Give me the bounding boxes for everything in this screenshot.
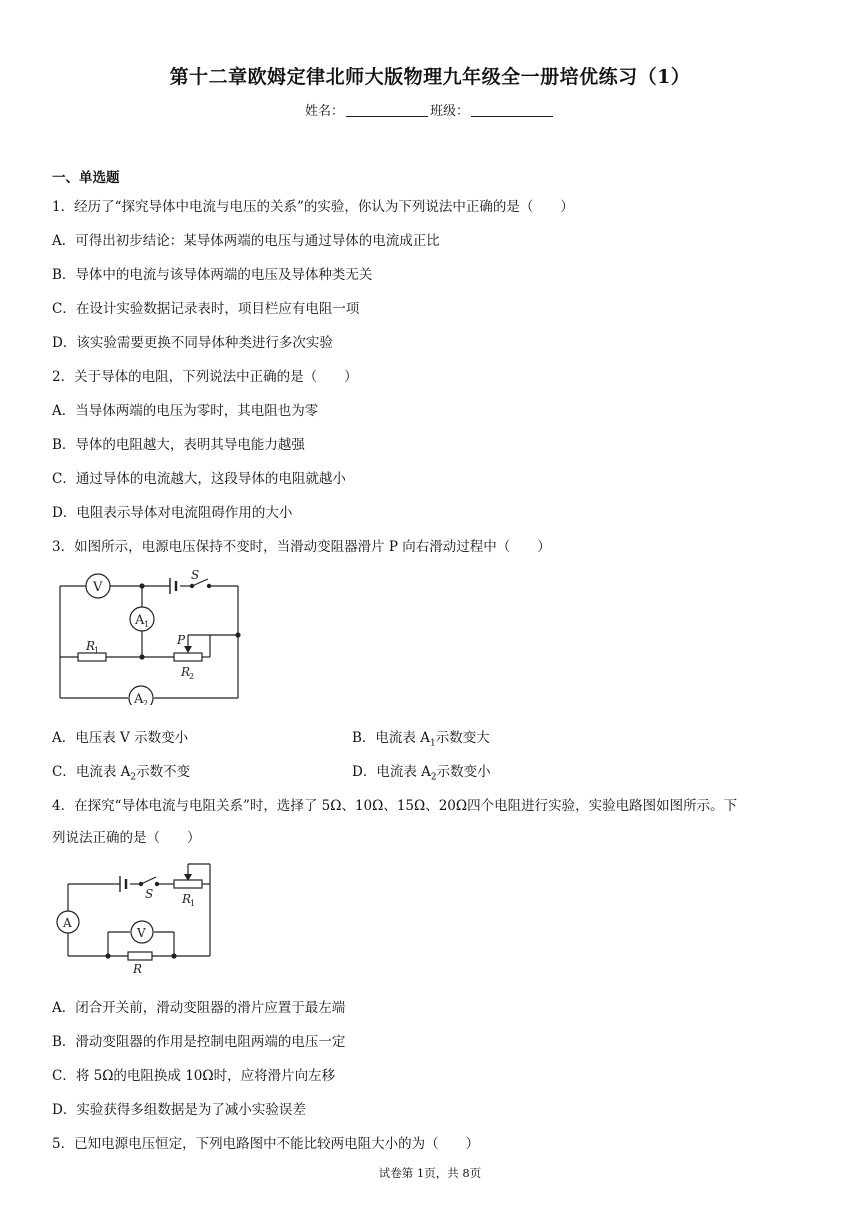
q1-stem: 1．经历了“探究导体中电流与电压的关系”的实验，你认为下列说法中正确的是（ ） bbox=[52, 199, 574, 215]
q4-option-b: B．滑动变阻器的作用是控制电阻两端的电压一定 bbox=[52, 1034, 346, 1050]
q3-option-b-tail: 示数变大 bbox=[435, 730, 490, 746]
name-class-bar bbox=[0, 100, 860, 119]
q2-option-d: D．电阻表示导体对电流阻碍作用的大小 bbox=[52, 505, 293, 521]
q4-option-d: D．实验获得多组数据是为了减小实验误差 bbox=[52, 1102, 306, 1118]
q4-stem-line2: 列说法正确的是（ ） bbox=[52, 830, 201, 846]
q3-ammeter2-label: A bbox=[134, 692, 144, 705]
q1-option-b: B．导体中的电流与该导体两端的电压及导体种类无关 bbox=[52, 267, 373, 283]
q1-option-d: D．该实验需要更换不同导体种类进行多次实验 bbox=[52, 335, 333, 351]
q3-option-c-text: C．电流表 A bbox=[52, 764, 131, 780]
q3-r1-sub: 1 bbox=[94, 646, 100, 655]
q4-r-label: R bbox=[133, 962, 143, 976]
q2-option-a: A．当导体两端的电压为零时，其电阻也为零 bbox=[52, 403, 319, 419]
class-blank[interactable] bbox=[471, 104, 553, 117]
q4-switch-label: S bbox=[145, 887, 154, 901]
q3-stem: 3．如图所示，电源电压保持不变时，当滑动变阻器滑片 P 向右滑动过程中（ ） bbox=[52, 539, 551, 555]
q3-option-c bbox=[52, 760, 190, 783]
q4-r1-label: R bbox=[182, 892, 192, 906]
q2-option-c: C．通过导体的电流越大，这段导体的电阻就越小 bbox=[52, 471, 346, 487]
class-label: 班级： bbox=[430, 104, 470, 119]
name-label: 姓名： bbox=[304, 104, 344, 119]
q3-circuit-diagram bbox=[50, 565, 250, 705]
q4-option-a: A．闭合开关前，滑动变阻器的滑片应置于最左端 bbox=[52, 1000, 346, 1016]
q3-r2-sub: 2 bbox=[189, 672, 195, 681]
q3-ammeter1-sub: 1 bbox=[144, 620, 150, 629]
q3-voltmeter-label: V bbox=[93, 580, 103, 595]
q3-ammeter2-sub: 2 bbox=[143, 699, 149, 705]
q3-option-d-sub: 2 bbox=[430, 772, 437, 783]
q4-voltmeter-label: V bbox=[137, 926, 146, 940]
q2-option-b: B．导体的电阻越大，表明其导电能力越强 bbox=[52, 437, 305, 453]
q3-option-c-tail: 示数不变 bbox=[136, 764, 191, 780]
q3-slider-label: P bbox=[177, 633, 186, 647]
q3-ammeter1-label: A bbox=[135, 613, 145, 628]
q1-option-c: C．在设计实验数据记录表时，项目栏应有电阻一项 bbox=[52, 301, 360, 317]
q5-stem: 5．已知电源电压恒定，下列电路图中不能比较两电阻大小的为（ ） bbox=[52, 1136, 480, 1152]
q3-option-a: A．电压表 V 示数变小 bbox=[52, 730, 189, 746]
q3-switch-label: S bbox=[191, 568, 200, 582]
name-blank[interactable] bbox=[346, 104, 428, 117]
q4-ammeter-label: A bbox=[63, 916, 72, 930]
q3-option-d-text: D．电流表 A bbox=[352, 764, 431, 780]
q4-circuit-diagram bbox=[50, 856, 220, 976]
q1-option-a: A．可得出初步结论：某导体两端的电压与通过导体的电流成正比 bbox=[52, 233, 440, 249]
q3-option-d bbox=[352, 760, 491, 783]
q3-option-b bbox=[352, 726, 490, 749]
q4-r1-sub: 1 bbox=[190, 899, 196, 908]
q3-option-c-sub: 2 bbox=[130, 772, 137, 783]
q3-r1-label: R bbox=[86, 639, 96, 653]
q4-option-c: C．将 5Ω的电阻换成 10Ω时，应将滑片向左移 bbox=[52, 1068, 336, 1084]
q3-r2-label: R bbox=[181, 665, 191, 679]
page-footer: 试卷第 1页，共 8页 bbox=[378, 1166, 482, 1180]
q3-option-b-sub: 1 bbox=[429, 738, 436, 749]
q2-stem: 2．关于导体的电阻，下列说法中正确的是（ ） bbox=[52, 369, 358, 385]
page-title: 第十二章欧姆定律北师大版物理九年级全一册培优练习（1） bbox=[169, 66, 691, 88]
q3-option-b-text: B．电流表 A bbox=[352, 730, 430, 746]
q3-option-d-tail: 示数变小 bbox=[436, 764, 491, 780]
section-heading: 一、单选题 bbox=[52, 170, 120, 186]
q4-stem-line1: 4．在探究“导体电流与电阻关系”时，选择了 5Ω、10Ω、15Ω、20Ω四个电阻进行实验，实验电路图如图所示。下 bbox=[52, 798, 738, 814]
